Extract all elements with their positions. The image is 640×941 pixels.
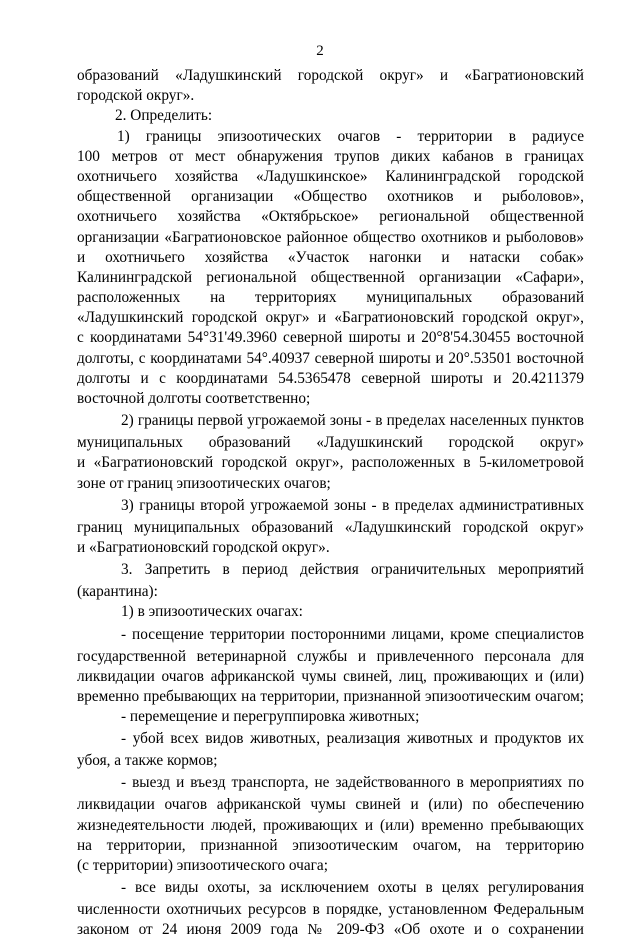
text-line: - перемещение и перегруппировка животных; bbox=[121, 708, 420, 726]
text-line: (карантина): bbox=[77, 583, 158, 601]
text-line: зоне от границ эпизоотических очагов; bbox=[77, 474, 331, 492]
text-line: государственной ветеринарной службы и привлеченного персонала для bbox=[77, 647, 584, 665]
text-line: восточной долготы соответственно; bbox=[77, 390, 311, 407]
text-line: расположенных на территориях муниципальных образований bbox=[77, 289, 584, 307]
text-line: и охотничьего хозяйства «Участок нагонки и натаски собак» bbox=[77, 248, 584, 266]
text-line: временно пребывающих на территории, признанной эпизоотическим очагом; bbox=[77, 687, 584, 705]
text-line: 3) границы второй угрожаемой зоны - в пределах административных bbox=[121, 496, 584, 514]
text-line: - посещение территории посторонними лицами, кроме специалистов bbox=[121, 625, 584, 643]
text-line: 1) в эпизоотических очагах: bbox=[121, 603, 303, 621]
text-line: законом от 24 июня 2009 года № 209-ФЗ «Об охоте и о сохранении bbox=[77, 921, 584, 939]
text-line: образований «Ладушкинский городской округ» и «Багратионовский bbox=[77, 67, 584, 84]
text-line: 3. Запретить в период действия ограничительных мероприятий bbox=[121, 561, 584, 579]
text-line: жизнедеятельности людей, проживающих и (или) временно пребывающих bbox=[77, 816, 584, 834]
text-line: численности охотничьих ресурсов в порядке, установленном Федеральным bbox=[77, 901, 584, 919]
text-line: 2. Определить: bbox=[115, 107, 213, 125]
text-line: ликвидации очагов африканской чумы свиней и (или) по обеспечению bbox=[77, 796, 584, 814]
text-line: и «Багратионовский городской округ». bbox=[77, 538, 330, 556]
text-line: городской округ». bbox=[77, 87, 195, 105]
text-line: долготы, с координатами 54°.40937 северной широты и 20°.53501 восточной bbox=[77, 349, 584, 367]
text-line: долготы и с координатами 54.5365478 северной широты и 20.4211379 bbox=[77, 369, 584, 387]
text-line: охотничьего хозяйства «Октябрьское» региональной общественной bbox=[77, 208, 584, 226]
text-line: Калининградской региональной общественной организации «Сафари», bbox=[77, 268, 584, 286]
text-line: - выезд и въезд транспорта, не задействованного в мероприятиях по bbox=[121, 774, 584, 792]
text-line: организации «Багратионовское районное общество охотников и рыболовов» bbox=[77, 228, 584, 246]
text-line: (с территории) эпизоотического очага; bbox=[77, 857, 328, 874]
text-line: 100 метров от мест обнаружения трупов диких кабанов в границах bbox=[77, 147, 584, 165]
text-line: 2) границы первой угрожаемой зоны - в пределах населенных пунктов bbox=[121, 412, 584, 430]
text-line: ликвидации очагов африканской чумы свиней, лиц, проживающих и (или) bbox=[77, 667, 584, 685]
text-line: общественной организации «Общество охотников и рыболовов», bbox=[77, 188, 584, 206]
page-number: 2 bbox=[316, 43, 324, 59]
text-line: - все виды охоты, за исключением охоты в целях регулирования bbox=[121, 879, 584, 897]
text-line: и «Багратионовский городской округ», расположенных в 5-километровой bbox=[77, 454, 584, 472]
text-line: убоя, а также кормов; bbox=[77, 752, 218, 770]
text-line: муниципальных образований «Ладушкинский городской округ» bbox=[77, 434, 584, 452]
text-line: охотничьего хозяйства «Ладушкинское» Калининградской городской bbox=[77, 167, 584, 185]
text-line: 1) границы эпизоотических очагов - территории в радиусе bbox=[117, 127, 584, 145]
text-line: на территории, признанной эпизоотическим очагом, на территорию bbox=[77, 836, 584, 854]
text-line: границ муниципальных образований «Ладушкинский городской округ» bbox=[77, 518, 584, 536]
document-body bbox=[77, 66, 584, 941]
text-line: - убой всех видов животных, реализация животных и продуктов их bbox=[121, 730, 584, 748]
text-line: «Ладушкинский городской округ» и «Багратионовский городской округ», bbox=[77, 309, 584, 327]
text-line: с координатами 54°31'49.3960 северной широты и 20°8'54.30455 восточной bbox=[77, 329, 584, 347]
